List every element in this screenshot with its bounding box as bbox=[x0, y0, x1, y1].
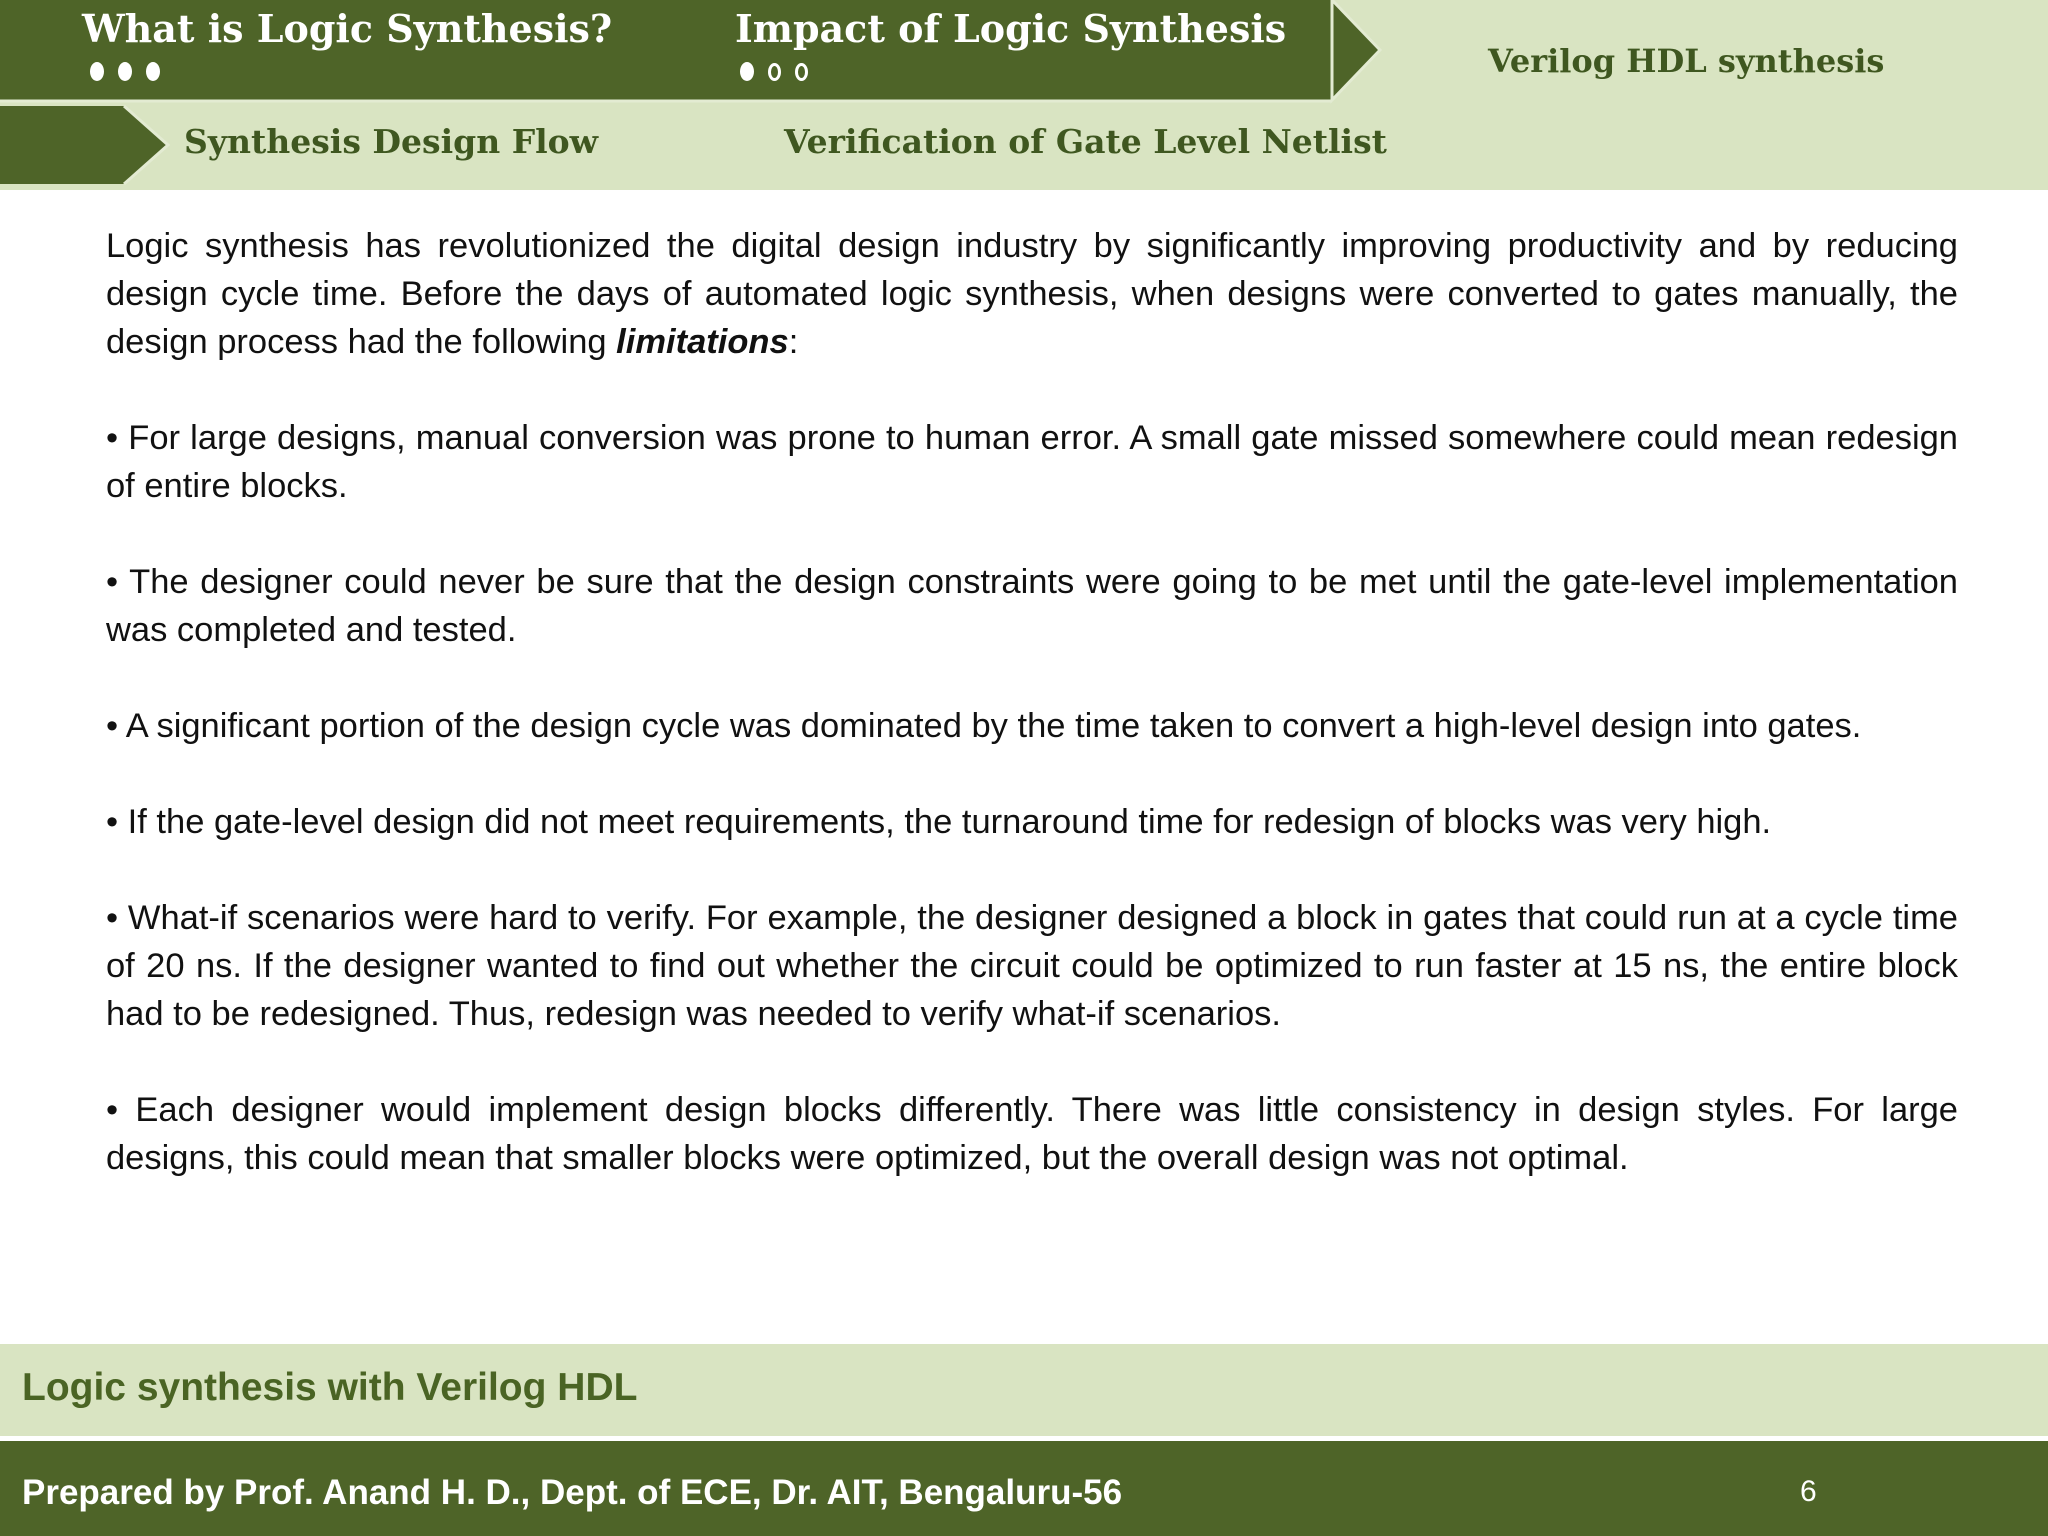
progress-dot bbox=[146, 62, 160, 81]
intro-emphasis: limitations bbox=[616, 323, 789, 361]
progress-dot bbox=[768, 63, 781, 81]
bullet-item: • Each designer would implement design blocks differently. There was little consistency in design styles. For large designs, this could mean that smaller blocks were optimized, but the overall design was not optimal. bbox=[106, 1091, 1958, 1177]
nav-impact-of-logic-synthesis[interactable]: Impact of Logic Synthesis bbox=[735, 6, 1287, 51]
bullet-item: • The designer could never be sure that the design constraints were going to be met until the gate-level implementation was completed and tested. bbox=[106, 563, 1958, 649]
intro-end: : bbox=[788, 323, 799, 361]
footer-course-band bbox=[0, 1344, 2048, 1436]
progress-dot bbox=[740, 62, 754, 81]
nav-synthesis-design-flow[interactable]: Synthesis Design Flow bbox=[184, 122, 599, 161]
page-number: 6 bbox=[1800, 1475, 1817, 1508]
intro-text: Logic synthesis has revolutionized the digital design industry by significantly improving productivity and by reducing design cycle time. Before the days of automated logic synthesis, when designs were converted to gates manually, the design process had the following bbox=[106, 227, 1958, 361]
bullet-item: • What-if scenarios were hard to verify. For example, the designer designed a block in gates that could run at a cycle time of 20 ns. If the designer wanted to find out whether the circuit could be optimized to run faster at 15 ns, the entire block had to be redesigned. Thus, redesign was needed to verify what-if scenarios. bbox=[106, 899, 1958, 1033]
nav-progress-dots-2 bbox=[740, 62, 808, 81]
slide-body bbox=[106, 222, 1958, 1182]
bullet-item: • For large designs, manual conversion was prone to human error. A small gate missed somewhere could mean redesign of entire blocks. bbox=[106, 419, 1958, 505]
progress-dot bbox=[90, 62, 104, 81]
author-credit: Prepared by Prof. Anand H. D., Dept. of ECE, Dr. AIT, Bengaluru-56 bbox=[22, 1473, 1123, 1512]
nav-current-section[interactable]: Verilog HDL synthesis bbox=[1488, 42, 1885, 80]
progress-dot bbox=[795, 63, 808, 81]
footer-credit-bar bbox=[0, 1441, 2048, 1536]
bullet-item: • A significant portion of the design cycle was dominated by the time taken to convert a high-level design into gates. bbox=[106, 707, 1862, 745]
nav-progress-dots-1 bbox=[90, 62, 160, 81]
bottom-nav-marker bbox=[0, 106, 168, 184]
nav-verification-gate-level-netlist[interactable]: Verification of Gate Level Netlist bbox=[784, 122, 1387, 161]
course-title: Logic synthesis with Verilog HDL bbox=[22, 1366, 638, 1409]
nav-what-is-logic-synthesis[interactable]: What is Logic Synthesis? bbox=[82, 6, 613, 51]
bullet-item: • If the gate-level design did not meet requirements, the turnaround time for redesign of blocks was very high. bbox=[106, 803, 1772, 841]
slide-header bbox=[0, 0, 2048, 190]
progress-dot bbox=[118, 62, 132, 81]
intro-paragraph bbox=[106, 222, 1958, 366]
